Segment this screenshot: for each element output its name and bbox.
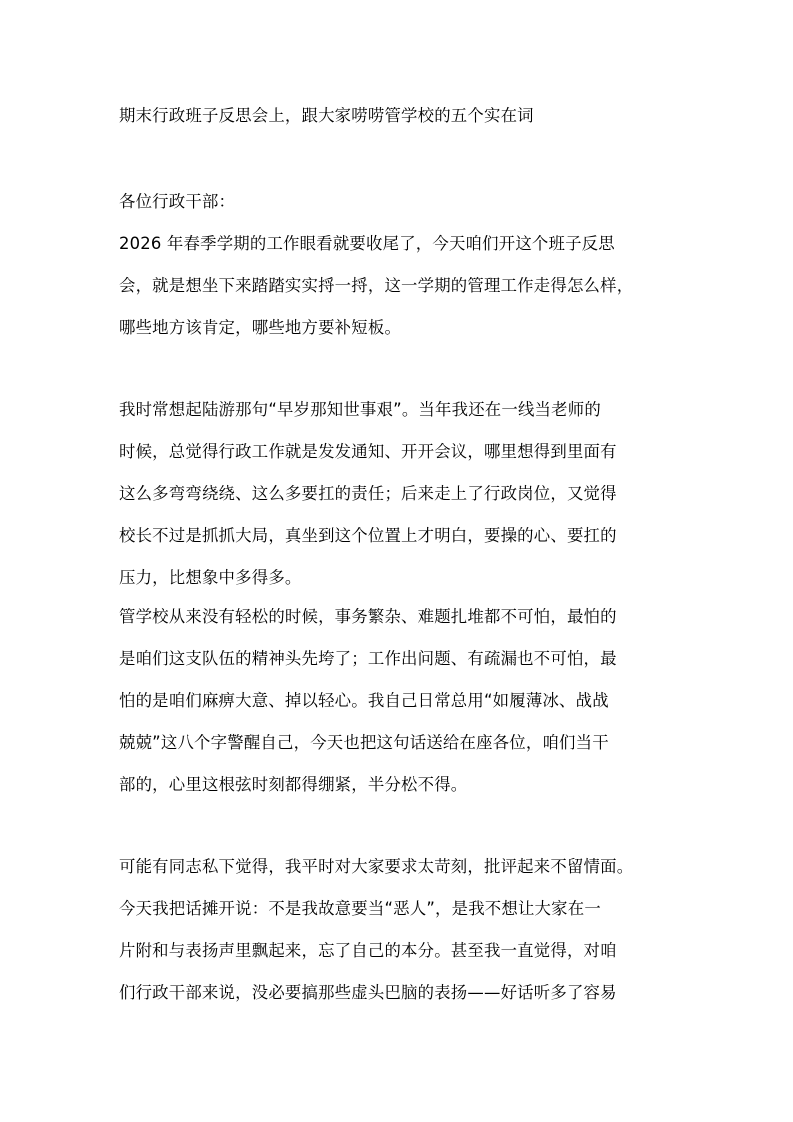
paragraph-line: 怕的是咱们麻痹大意、掉以轻心。我自己日常总用“如履薄冰、战战 [119, 691, 609, 710]
paragraph-line: 们行政干部来说，没必要搞那些虚头巴脑的表扬——好话听多了容易 [119, 983, 617, 1002]
paragraph-line: 片附和与表扬声里飘起来，忘了自己的本分。甚至我一直觉得，对咱 [119, 941, 617, 960]
paragraph-line: 会，就是想坐下来踏踏实实捋一捋，这一学期的管理工作走得怎么样， [119, 276, 634, 295]
paragraph-line: 是咱们这支队伍的精神头先垮了；工作出问题、有疏漏也不可怕，最 [119, 649, 617, 668]
paragraph-line: 压力，比想象中多得多。 [119, 568, 302, 587]
document-title: 期末行政班子反思会上，跟大家唠唠管学校的五个实在词 [119, 106, 534, 125]
paragraph-line: 我时常想起陆游那句“早岁那知世事艰”。当年我还在一线当老师的 [119, 400, 601, 419]
paragraph-line: 兢兢”这八个字警醒自己，今天也把这句话送给在座各位，咱们当干 [119, 733, 609, 752]
paragraph-line: 今天我把话摊开说：不是我故意要当“恶人”，是我不想让大家在一 [119, 899, 601, 918]
paragraph-line: 可能有同志私下觉得，我平时对大家要求太苛刻，批评起来不留情面。 [119, 857, 634, 876]
paragraph-line: 管学校从来没有轻松的时候，事务繁杂、难题扎堆都不可怕，最怕的 [119, 607, 617, 626]
paragraph-line: 校长不过是抓抓大局，真坐到这个位置上才明白，要操的心、要扛的 [119, 526, 617, 545]
paragraph-line: 哪些地方该肯定，哪些地方要补短板。 [119, 318, 402, 337]
salutation: 各位行政干部： [119, 192, 236, 211]
paragraph-line: 这么多弯弯绕绕、这么多要扛的责任；后来走上了行政岗位，又觉得 [119, 484, 617, 503]
paragraph-line: 部的，心里这根弦时刻都得绷紧，半分松不得。 [119, 775, 468, 794]
paragraph-line: 2026 年春季学期的工作眼看就要收尾了，今天咱们开这个班子反思 [119, 234, 615, 253]
paragraph-line: 时候，总觉得行政工作就是发发通知、开开会议，哪里想得到里面有 [119, 442, 617, 461]
